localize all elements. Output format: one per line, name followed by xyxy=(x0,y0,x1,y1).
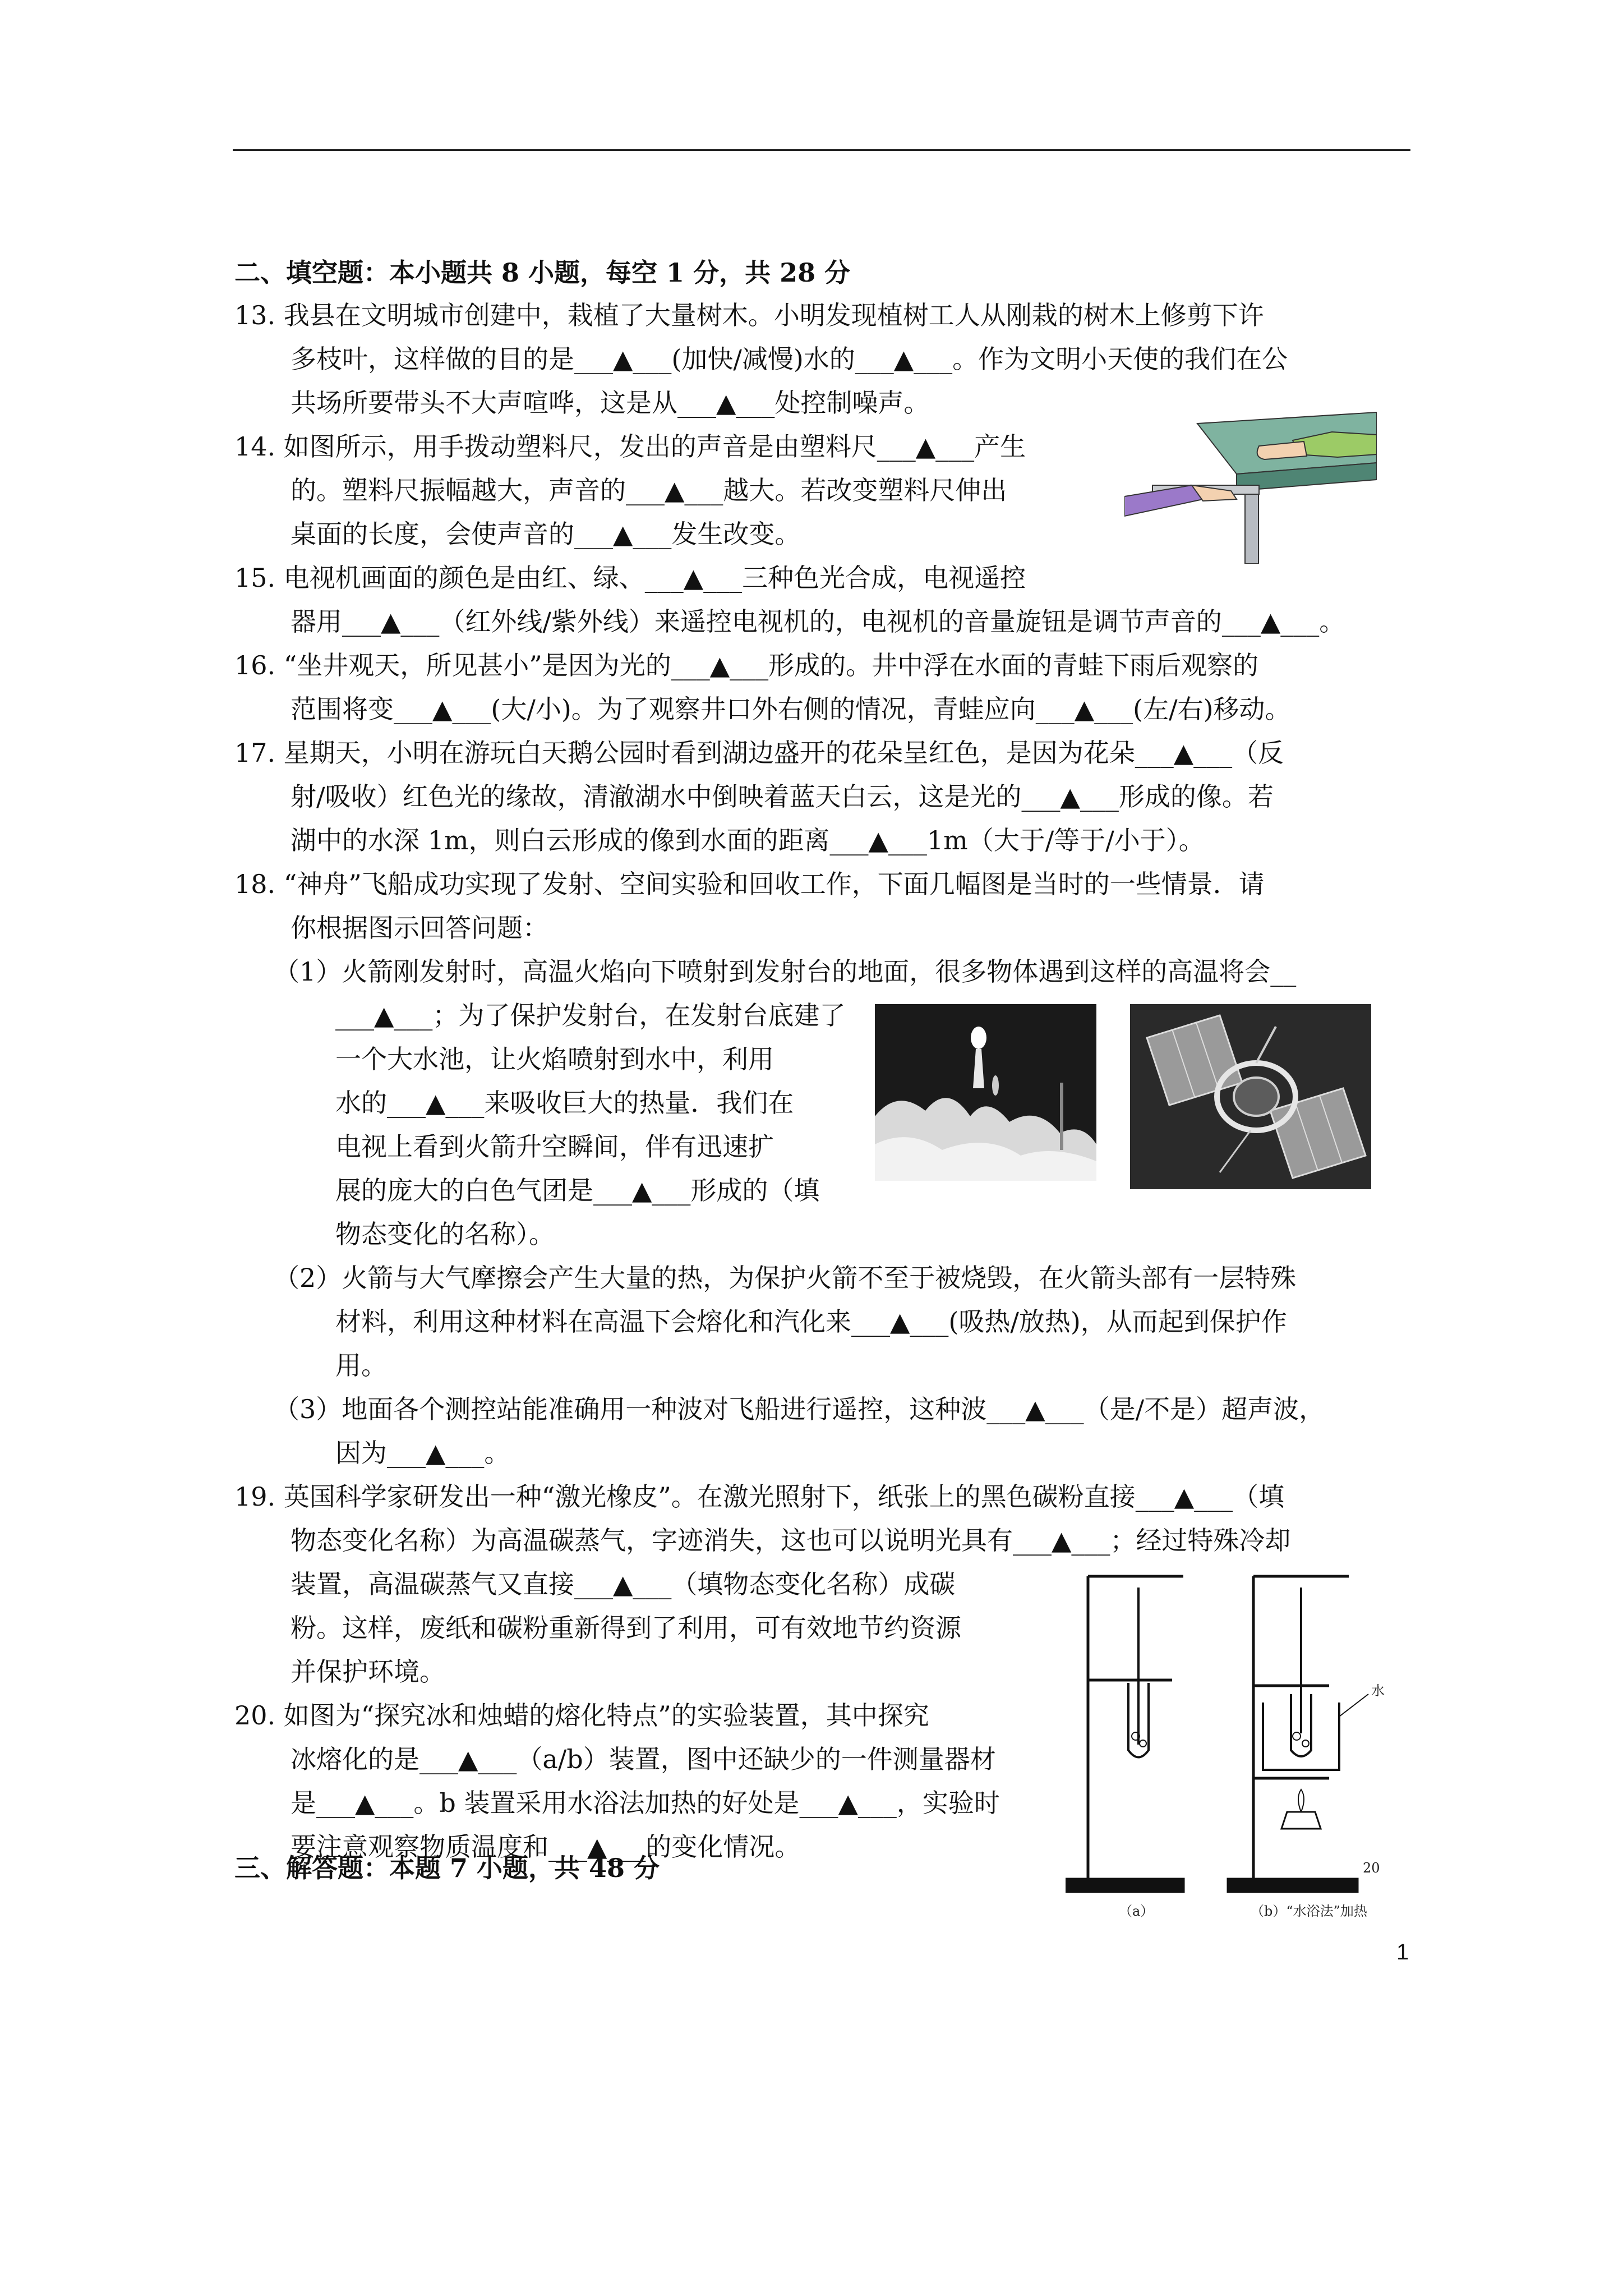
q19-line-5: 并保护环境。 xyxy=(291,1657,445,1687)
q18-part1-line-7: 物态变化的名称）。 xyxy=(335,1219,555,1249)
q14-line-3: 桌面的长度，会使声音的___▲___发生改变。 xyxy=(291,519,801,549)
spacecraft-photo xyxy=(1130,1004,1371,1189)
q20-line-1: 20. 如图为“探究冰和烛蜡的熔化特点”的实验装置，其中探究 xyxy=(234,1700,929,1731)
header-rule xyxy=(233,149,1410,151)
rocket-launch-photo xyxy=(875,1004,1096,1181)
q13-line-1: 13. 我县在文明城市创建中，栽植了大量树木。小明发现植树工人从刚栽的树木上修剪下许 xyxy=(234,300,1264,330)
q16-line-1: 16. “坐井观天，所见甚小”是因为光的___▲___形成的。井中浮在水面的青蛙下雨后观察的 xyxy=(234,650,1259,680)
apparatus-a xyxy=(1066,1576,1183,1892)
q18-part3-line-2: 因为___▲___。 xyxy=(335,1438,510,1468)
q18-part2-line-3: 用。 xyxy=(335,1350,387,1381)
q15-line-1: 15. 电视机画面的颜色是由红、绿、___▲___三种色光合成，电视遥控 xyxy=(234,563,1026,593)
q18-part2-line-1: （2）火箭与大气摩擦会产生大量的热，为保护火箭不至于被烧毁，在火箭头部有一层特殊 xyxy=(274,1263,1297,1293)
section-heading-fill-blank: 二、填空题：本小题共 8 小题，每空 1 分，共 28 分 xyxy=(234,257,851,288)
q18-line-1: 18. “神舟”飞船成功实现了发射、空间实验和回收工作，下面几幅图是当时的一些情景．请 xyxy=(234,869,1265,899)
melting-apparatus-figure xyxy=(1066,1565,1408,1924)
figure-number: 20 xyxy=(1363,1860,1380,1876)
q14-line-1: 14. 如图所示，用手拨动塑料尺，发出的声音是由塑料尺___▲___产生 xyxy=(234,431,1026,462)
q18-part3-line-1: （3）地面各个测控站能准确用一种波对飞船进行遥控，这种波___▲___（是/不是）超声波， xyxy=(274,1394,1325,1424)
q20-line-3: 是___▲___。b 装置采用水浴法加热的好处是___▲___，实验时 xyxy=(291,1788,1000,1818)
page-number: 1 xyxy=(1396,1940,1409,1964)
q18-part1-line-4: 水的___▲___来吸收巨大的热量．我们在 xyxy=(335,1088,794,1118)
q18-part1-line-5: 电视上看到火箭升空瞬间，伴有迅速扩 xyxy=(335,1131,774,1162)
q15-line-2: 器用___▲___（红外线/紫外线）来遥控电视机的，电视机的音量旋钮是调节声音的___▲___。 xyxy=(291,606,1345,637)
q19-line-3: 装置，高温碳蒸气又直接___▲___（填物态变化名称）成碳 xyxy=(291,1569,956,1599)
q19-line-4: 粉。这样，废纸和碳粉重新得到了利用，可有效地节约资源 xyxy=(291,1613,961,1643)
section-heading-answer: 三、解答题：本题 7 小题，共 48 分 xyxy=(234,1853,660,1883)
q18-part1-line-2: ___▲___；为了保护发射台，在发射台底建了 xyxy=(335,1000,846,1030)
ruler-table-figure xyxy=(1124,401,1377,564)
q16-line-2: 范围将变___▲___(大/小)。为了观察井口外右侧的情况，青蛙应向___▲___(左/右)移动。 xyxy=(291,694,1291,724)
q18-line-2: 你根据图示回答问题： xyxy=(291,913,548,943)
q20-line-4: 要注意观察物质温度和___▲___的变化情况。 xyxy=(291,1832,801,1862)
q17-line-1: 17. 星期天，小明在游玩白天鹅公园时看到湖边盛开的花朵呈红色，是因为花朵___▲___（反 xyxy=(234,738,1284,768)
water-label: 水 xyxy=(1371,1683,1385,1699)
caption-b: （b）“水浴法”加热 xyxy=(1251,1903,1367,1919)
q17-line-2: 射/吸收）红色光的缘故，清澈湖水中倒映着蓝天白云，这是光的___▲___形成的像。若 xyxy=(291,781,1274,812)
q13-line-3: 共场所要带头不大声喧哗，这是从___▲___处控制噪声。 xyxy=(291,388,930,418)
q18-part2-line-2: 材料，利用这种材料在高温下会熔化和汽化来___▲___(吸热/放热)，从而起到保护作 xyxy=(335,1306,1287,1337)
apparatus-b xyxy=(1228,1576,1368,1892)
q19-line-2: 物态变化名称）为高温碳蒸气，字迹消失，这也可以说明光具有___▲___；经过特殊冷却 xyxy=(291,1525,1291,1556)
q20-line-2: 冰熔化的是___▲___（a/b）装置，图中还缺少的一件测量器材 xyxy=(291,1744,996,1774)
q17-line-3: 湖中的水深 1m，则白云形成的像到水面的距离___▲___1m（大于/等于/小于）。 xyxy=(291,825,1205,855)
q14-line-2: 的。塑料尺振幅越大，声音的___▲___越大。若改变塑料尺伸出 xyxy=(291,475,1007,505)
caption-a: （a） xyxy=(1119,1903,1154,1919)
q18-part1-line-3: 一个大水池，让火焰喷射到水中，利用 xyxy=(335,1044,774,1074)
q18-part1-line-1: （1）火箭刚发射时，高温火焰向下喷射到发射台的地面，很多物体遇到这样的高温将会__ xyxy=(274,956,1297,987)
q18-part1-line-6: 展的庞大的白色气团是___▲___形成的（填 xyxy=(335,1175,820,1205)
q19-line-1: 19. 英国科学家研发出一种“激光橡皮”。在激光照射下，纸张上的黑色碳粉直接___▲___（填 xyxy=(234,1481,1285,1512)
q13-line-2: 多枝叶，这样做的目的是___▲___(加快/减慢)水的___▲___。作为文明小天使的我们在公 xyxy=(291,344,1288,374)
